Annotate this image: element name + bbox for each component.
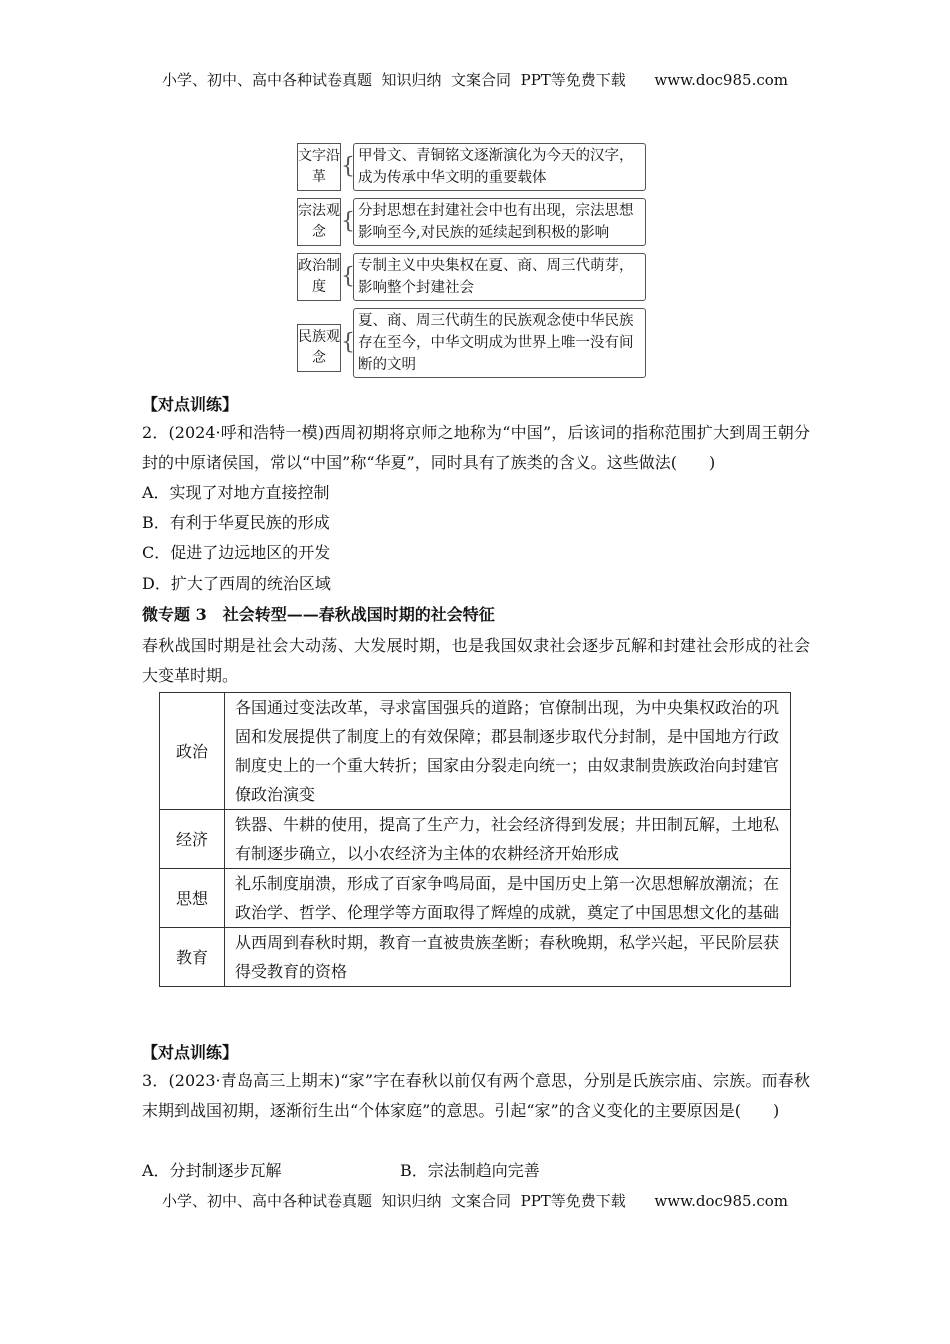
diagram-text: 夏、商、周三代萌生的民族观念使中华民族存在至今，中华文明成为世界上唯一没有间断的文明 <box>353 308 646 378</box>
table-row <box>160 928 791 987</box>
page-footer: 小学、初中、高中各种试卷真题 知识归纳 文案合同 PPT等免费下载 www.doc985.com <box>161 1192 788 1210</box>
features-table <box>159 692 791 987</box>
brace-icon: { <box>341 209 355 234</box>
diagram-label: 宗法观念 <box>297 198 341 246</box>
brace-icon: { <box>341 264 355 289</box>
table-row <box>160 810 791 869</box>
option-a[interactable]: A．分封制逐步瓦解 <box>142 1161 282 1180</box>
diagram-label: 政治制度 <box>297 253 341 301</box>
section-heading: 【对点训练】 <box>142 395 239 414</box>
table-key: 政治 <box>160 693 225 810</box>
brace-icon: { <box>341 154 355 179</box>
topic-intro: 春秋战国时期是社会大动荡、大发展时期，也是我国奴隶社会逐步瓦解和封建社会形成的社会大变革时期。 <box>142 636 810 685</box>
table-key: 教育 <box>160 928 225 987</box>
option-a[interactable]: A．实现了对地方直接控制 <box>142 483 330 502</box>
table-key: 经济 <box>160 810 225 869</box>
brace-icon: { <box>341 330 355 355</box>
diagram-row <box>297 308 646 378</box>
page-header: 小学、初中、高中各种试卷真题 知识归纳 文案合同 PPT等免费下载 www.doc985.com <box>161 71 788 89</box>
table-value: 礼乐制度崩溃，形成了百家争鸣局面，是中国历史上第一次思想解放潮流；在政治学、哲学、伦理学等方面取得了辉煌的成就，奠定了中国思想文化的基础 <box>225 869 791 928</box>
question-2-stem: 2．(2024·呼和浩特一模)西周初期将京师之地称为“中国”，后该词的指称范围扩大到周王朝分封的中原诸侯国，常以“中国”称“华夏”，同时具有了族类的含义。这些做法( ) <box>142 423 810 472</box>
diagram-text: 分封思想在封建社会中也有出现，宗法思想影响至今,对民族的延续起到积极的影响 <box>353 198 646 246</box>
option-d[interactable]: D．扩大了西周的统治区域 <box>142 574 331 593</box>
diagram-text: 专制主义中央集权在夏、商、周三代萌芽，影响整个封建社会 <box>353 253 646 301</box>
option-b[interactable]: B．有利于华夏民族的形成 <box>142 513 330 532</box>
diagram-row <box>297 253 646 301</box>
diagram-row <box>297 143 646 191</box>
diagram-row <box>297 198 646 246</box>
table-row <box>160 869 791 928</box>
table-value: 从西周到春秋时期，教育一直被贵族垄断；春秋晚期，私学兴起，平民阶层获得受教育的资格 <box>225 928 791 987</box>
table-row <box>160 693 791 810</box>
option-c[interactable]: C．促进了边远地区的开发 <box>142 543 331 562</box>
table-key: 思想 <box>160 869 225 928</box>
table-value: 各国通过变法改革，寻求富国强兵的道路；官僚制出现，为中央集权政治的巩固和发展提供了制度上的有效保障；郡县制逐步取代分封制，是中国地方行政制度史上的一个重大转折；国家由分裂走向统一；由奴隶制贵族政治向封建官僚政治演变 <box>225 693 791 810</box>
topic-title: 微专题 3 社会转型——春秋战国时期的社会特征 <box>142 605 495 624</box>
option-b[interactable]: B．宗法制趋向完善 <box>400 1161 540 1180</box>
section-heading: 【对点训练】 <box>142 1043 239 1062</box>
question-3-stem: 3．(2023·青岛高三上期末)“家”字在春秋以前仅有两个意思，分别是氏族宗庙、宗族。而春秋末期到战国初期，逐渐衍生出“个体家庭”的意思。引起“家”的含义变化的主要原因是( ) <box>142 1071 810 1120</box>
diagram-text: 甲骨文、青铜铭文逐渐演化为今天的汉字，成为传承中华文明的重要载体 <box>353 143 646 191</box>
table-value: 铁器、牛耕的使用，提高了生产力，社会经济得到发展；井田制瓦解，土地私有制逐步确立，以小农经济为主体的农耕经济开始形成 <box>225 810 791 869</box>
diagram-label: 文字沿革 <box>297 143 341 191</box>
diagram-label: 民族观念 <box>297 324 341 372</box>
